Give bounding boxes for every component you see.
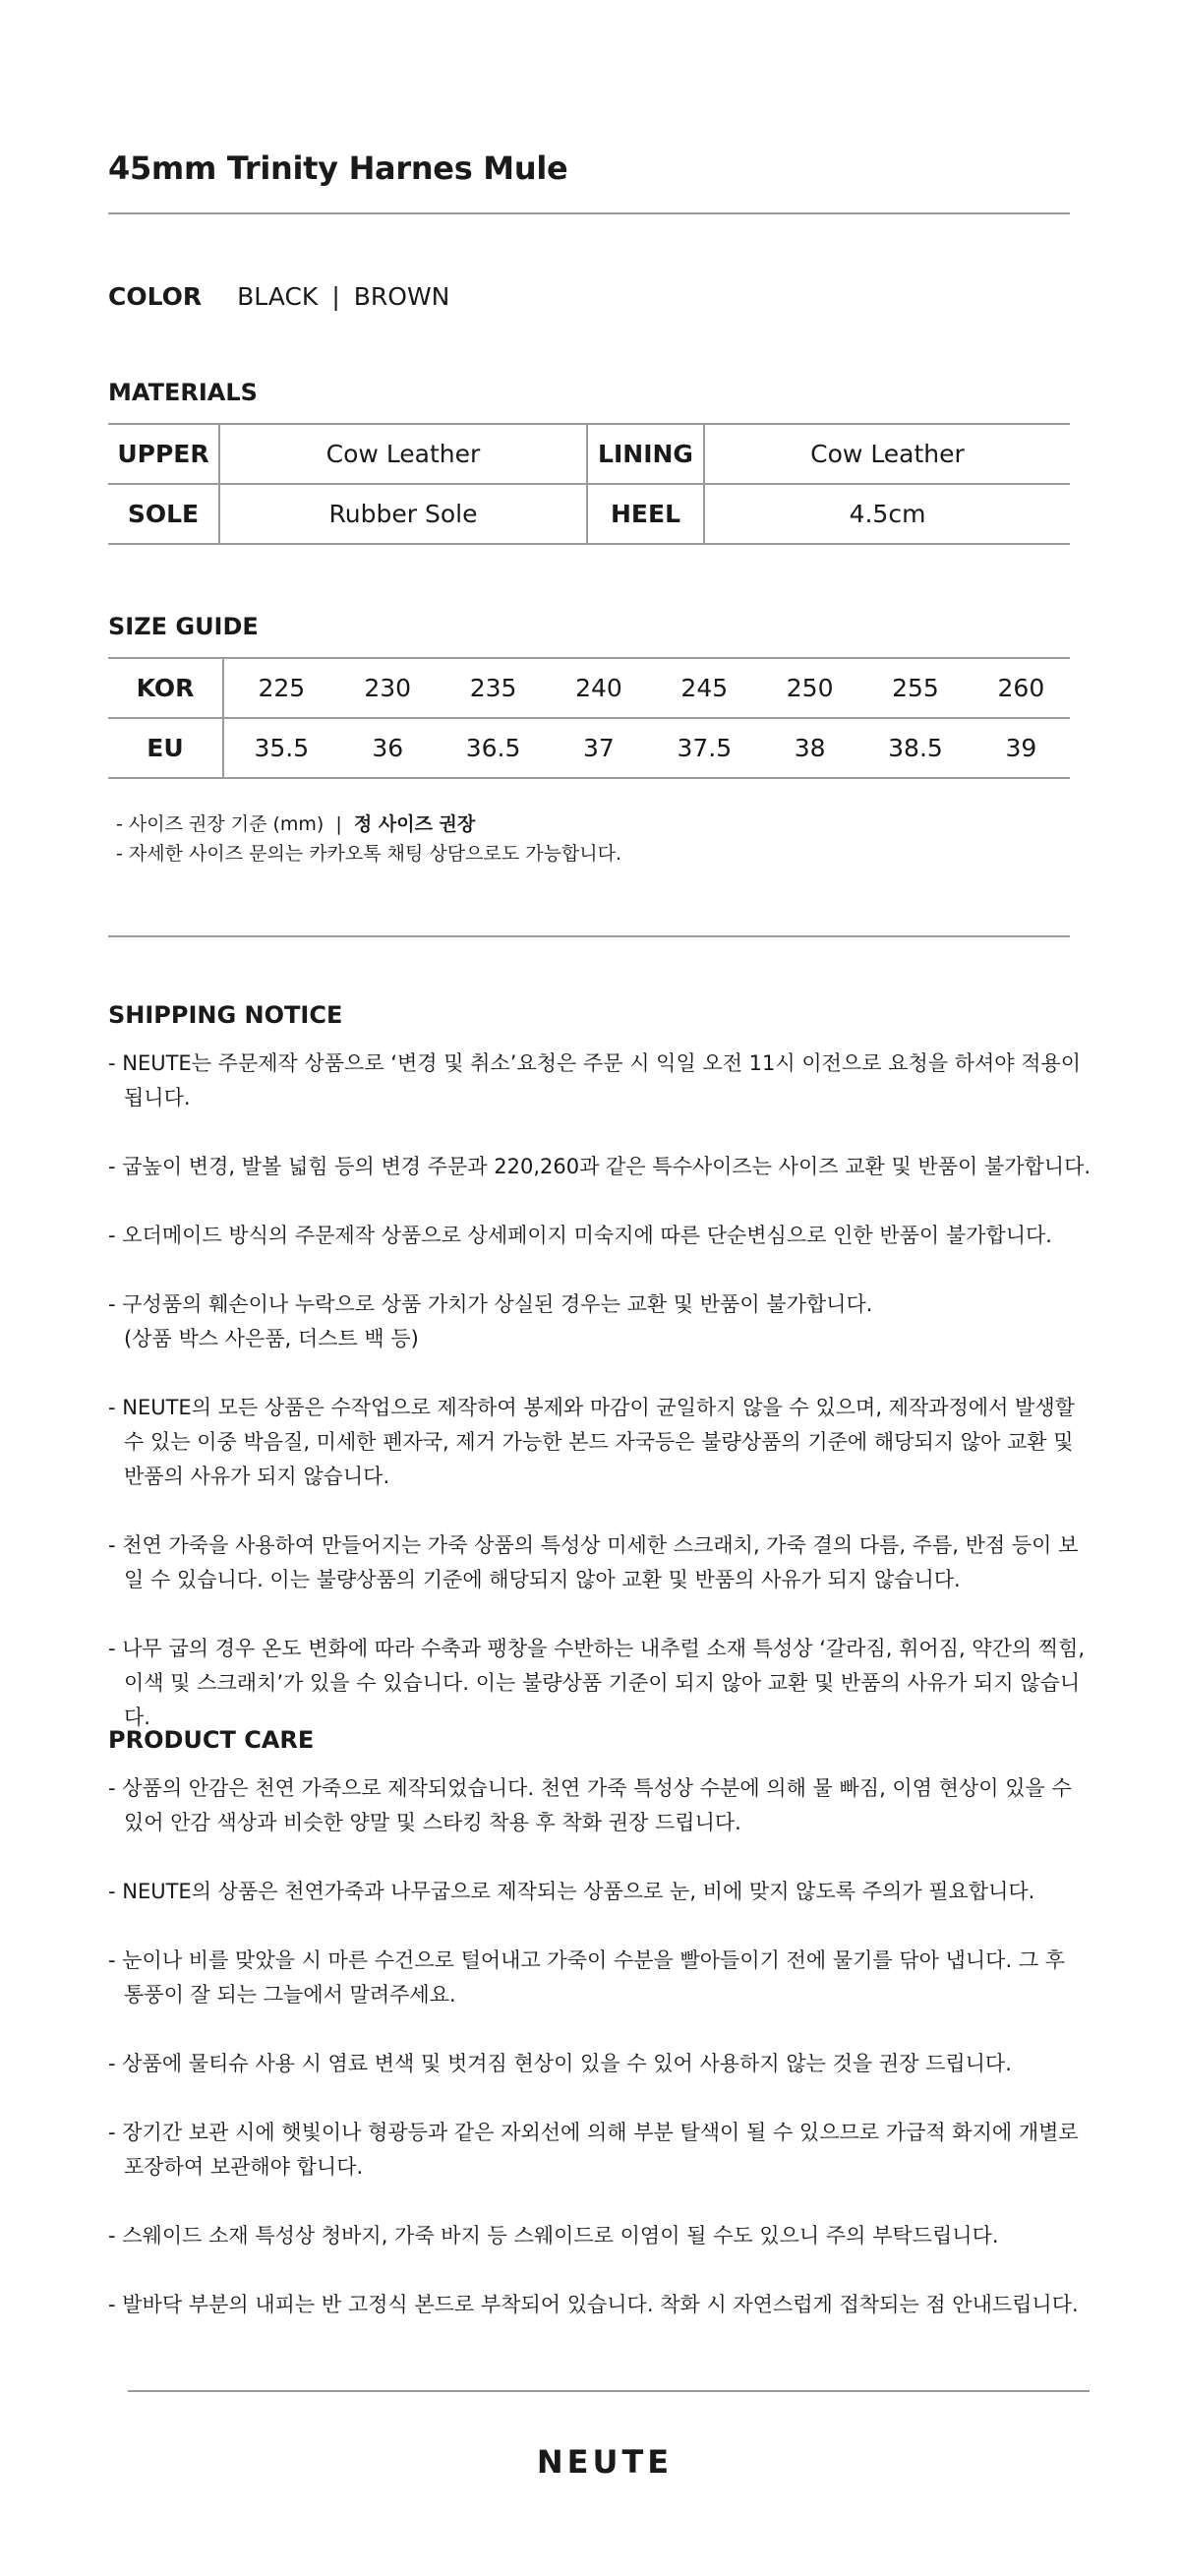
materials-value: 4.5cm (704, 484, 1070, 544)
size-note-standard (116, 809, 621, 839)
size-eu-value: 36 (339, 718, 437, 778)
table-row (108, 718, 1070, 778)
shipping-notice-item: - NEUTE의 모든 상품은 수작업으로 제작하여 봉제와 마감이 균일하지 않을 수 있으며, 제작과정에서 발생할 수 있는 이중 박음질, 미세한 펜자국, 제거 가능한 본드 자국등은 불량상품의 기준에 해당되지 않아 교환 및 반품의 사유가 되지 않습니다. (108, 1396, 1075, 1488)
product-care-item: - 상품의 안감은 천연 가죽으로 제작되었습니다. 천연 가죽 특성상 수분에 의해 물 빠짐, 이염 현상이 있을 수 있어 안감 색상과 비슷한 양말 및 스타킹 착용 후 착화 권장 드립니다. (108, 1776, 1072, 1834)
size-eu-value: 38 (761, 718, 858, 778)
table-row (108, 424, 1070, 484)
size-eu-value: 39 (973, 718, 1070, 778)
size-eu-value: 35.5 (223, 718, 339, 778)
size-note-inquiry: - 자세한 사이즈 문의는 카카오톡 채팅 상담으로도 가능합니다. (116, 843, 622, 865)
materials-table (108, 423, 1070, 545)
product-care-item: - 발바닥 부분의 내피는 반 고정식 본드로 부착되어 있습니다. 착화 시 자연스럽게 접착되는 점 안내드립니다. (108, 2293, 1079, 2316)
size-kor-value: 225 (223, 658, 339, 718)
size-eu-value: 37 (550, 718, 647, 778)
size-notes (116, 809, 621, 869)
brand-logo: NEUTE (536, 2443, 674, 2481)
shipping-notice-item: - 천연 가죽을 사용하여 만들어지는 가죽 상품의 특성상 미세한 스크래치, 가죽 결의 다름, 주름, 반점 등이 보일 수 있습니다. 이는 불량상품의 기준에 해당되지 않아 교환 및 반품의 사유가 되지 않습니다. (108, 1533, 1079, 1591)
size-eu-value: 36.5 (437, 718, 551, 778)
shipping-list (108, 1047, 1092, 1769)
table-row (108, 484, 1070, 544)
shipping-notice-item: - 오더메이드 방식의 주문제작 상품으로 상세페이지 미숙지에 따른 단순변심으로 인한 반품이 불가합니다. (108, 1224, 1052, 1247)
product-care-item: - 눈이나 비를 맞았을 시 마른 수건으로 털어내고 가죽이 수분을 빨아들이기 전에 물기를 닦아 냅니다. 그 후 통풍이 잘 되는 그늘에서 말려주세요. (108, 1948, 1066, 2007)
title-divider (108, 212, 1070, 214)
color-option-black: BLACK (237, 282, 319, 311)
footer-divider (128, 2390, 1090, 2392)
color-separator: | (331, 282, 340, 311)
care-heading: PRODUCT CARE (108, 1726, 315, 1754)
product-care-item: - NEUTE의 상품은 천연가죽과 나무굽으로 제작되는 상품으로 눈, 비에 맞지 않도록 주의가 필요합니다. (108, 1880, 1035, 1903)
size-kor-value: 255 (858, 658, 973, 718)
materials-key: HEEL (587, 484, 704, 544)
product-care-item: - 스웨이드 소재 특성상 청바지, 가죽 바지 등 스웨이드로 이염이 될 수도 있으니 주의 부탁드립니다. (108, 2224, 999, 2247)
product-care-item: - 장기간 보관 시에 햇빛이나 형광등과 같은 자외선에 의해 부분 탈색이 될 수 있으므로 가급적 화지에 개별로 포장하여 보관해야 합니다. (108, 2121, 1079, 2179)
shipping-heading: SHIPPING NOTICE (108, 1001, 343, 1029)
size-kor-value: 250 (761, 658, 858, 718)
shipping-notice-item: - 나무 굽의 경우 온도 변화에 따라 수축과 팽창을 수반하는 내추럴 소재 특성상 ‘갈라짐, 휘어짐, 약간의 찍힘, 이색 및 스크래치’가 있을 수 있습니다. 이는 불량상품 기준이 되지 않아 교환 및 반품의 사유가 되지 않습니다. (108, 1637, 1086, 1729)
color-option-brown: BROWN (353, 282, 450, 311)
size-kor-value: 240 (550, 658, 647, 718)
materials-key: SOLE (108, 484, 219, 544)
materials-value: Cow Leather (219, 424, 587, 484)
materials-value: Rubber Sole (219, 484, 587, 544)
size-table (108, 657, 1070, 779)
size-guide-heading: SIZE GUIDE (108, 613, 259, 640)
size-kor-label: KOR (108, 658, 223, 718)
materials-value: Cow Leather (704, 424, 1070, 484)
care-list (108, 1771, 1092, 2357)
size-kor-value: 230 (339, 658, 437, 718)
size-note-prefix: - 사이즈 권장 기준 (mm) | (116, 813, 354, 835)
size-kor-value: 235 (437, 658, 551, 718)
size-eu-value: 38.5 (858, 718, 973, 778)
size-eu-value: 37.5 (647, 718, 761, 778)
section-divider (108, 935, 1070, 937)
size-eu-label: EU (108, 718, 223, 778)
shipping-notice-item: - 굽높이 변경, 발볼 넓힘 등의 변경 주문과 220,260과 같은 특수사이즈는 사이즈 교환 및 반품이 불가합니다. (108, 1155, 1092, 1178)
table-row (108, 658, 1070, 718)
shipping-notice-item: - 구성품의 훼손이나 누락으로 상품 가치가 상실된 경우는 교환 및 반품이 불가합니다. (상품 박스 사은품, 더스트 백 등) (108, 1292, 873, 1350)
color-row (108, 282, 449, 311)
materials-heading: MATERIALS (108, 379, 258, 406)
size-kor-value: 245 (647, 658, 761, 718)
product-title: 45mm Trinity Harnes Mule (108, 150, 568, 187)
size-note-recommendation: 정 사이즈 권장 (353, 813, 476, 835)
materials-key: LINING (587, 424, 704, 484)
product-care-item: - 상품에 물티슈 사용 시 염료 변색 및 벗겨짐 현상이 있을 수 있어 사용하지 않는 것을 권장 드립니다. (108, 2052, 1012, 2075)
color-label: COLOR (108, 282, 203, 311)
materials-key: UPPER (108, 424, 219, 484)
size-kor-value: 260 (973, 658, 1070, 718)
shipping-notice-item: - NEUTE는 주문제작 상품으로 ‘변경 및 취소’요청은 주문 시 익일 오전 11시 이전으로 요청을 하셔야 적용이 됩니다. (108, 1051, 1082, 1109)
